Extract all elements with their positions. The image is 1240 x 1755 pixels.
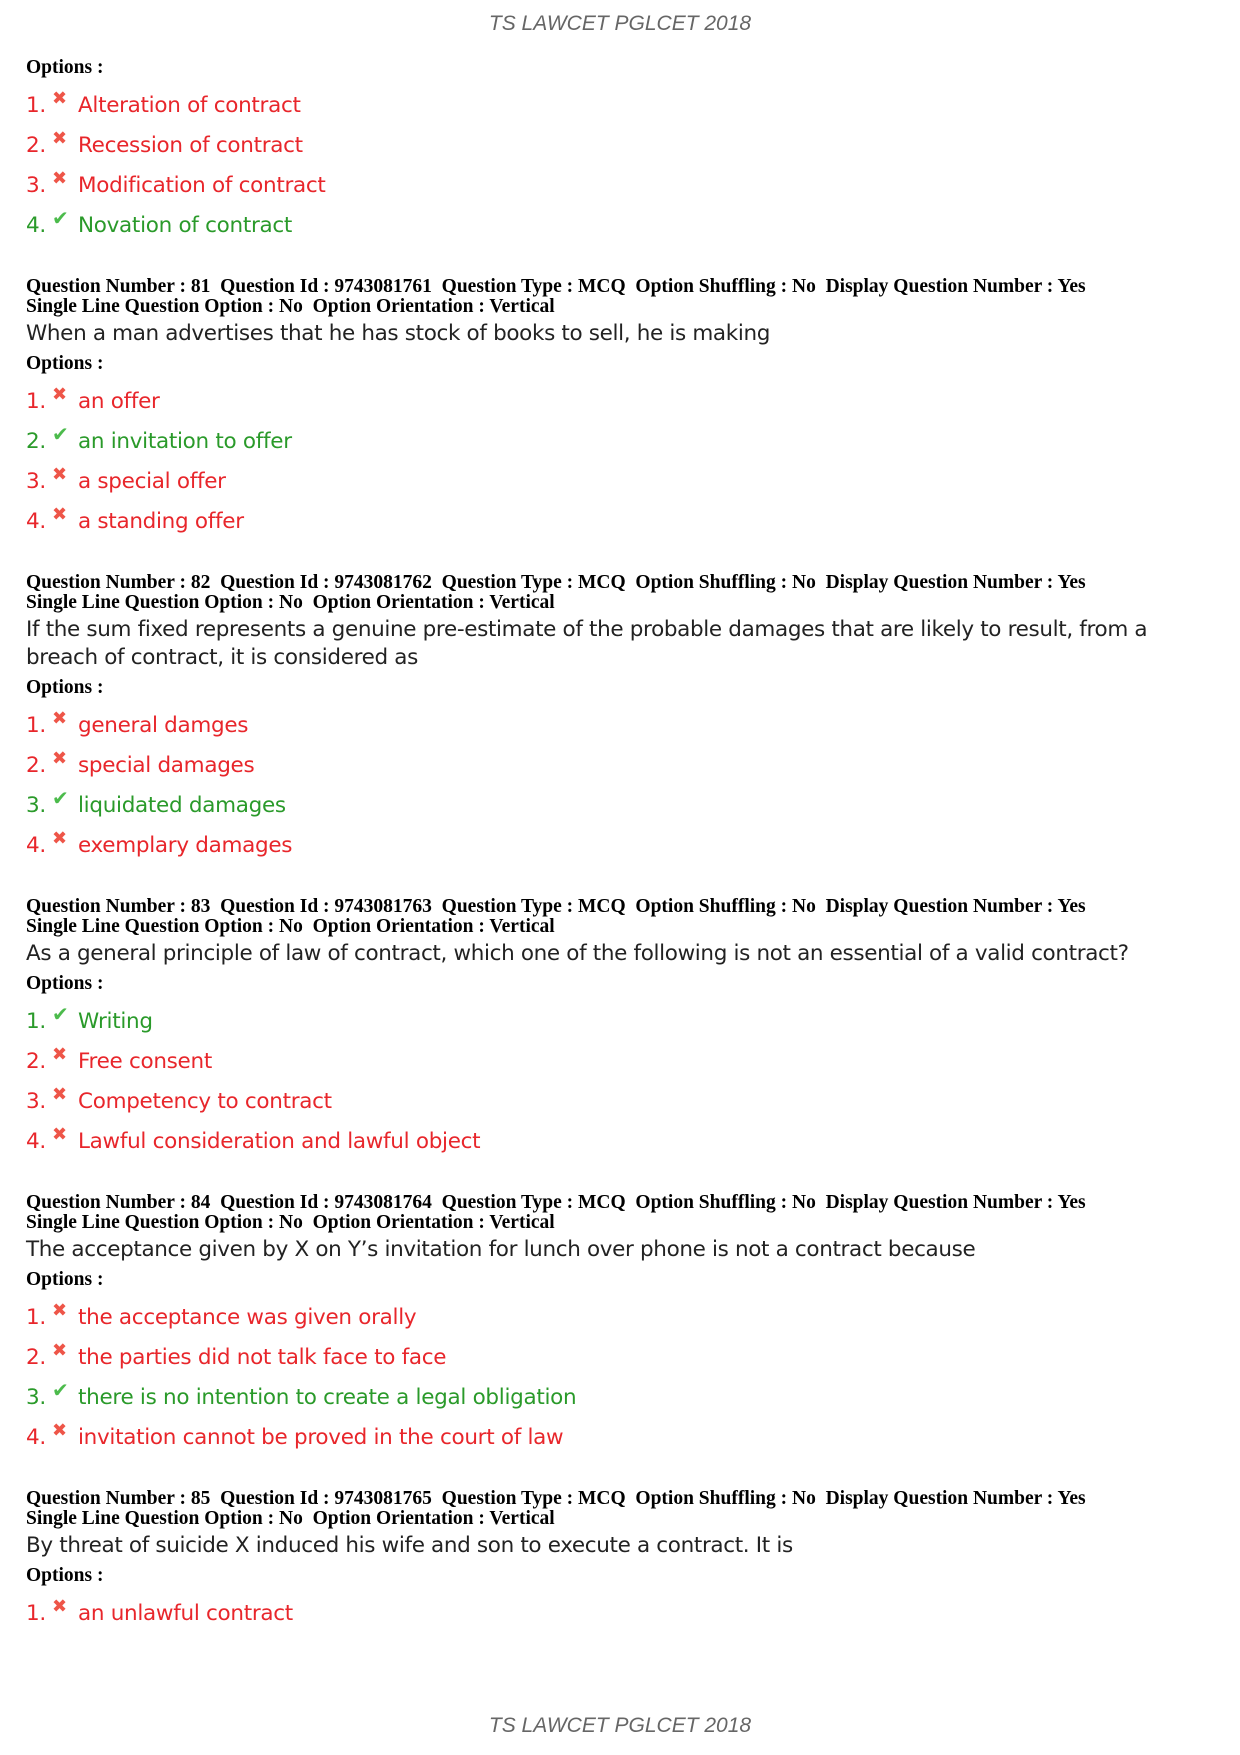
- cross-mark-icon: ✖: [52, 127, 67, 149]
- option-number: 1.: [26, 92, 46, 118]
- question-text: By threat of suicide X induced his wife and son to execute a contract. It is: [26, 1533, 793, 1558]
- options-list: [26, 381, 1216, 541]
- option-number: 2.: [26, 132, 46, 158]
- option-number: 4.: [26, 1424, 46, 1450]
- options-label: Options :: [26, 1565, 104, 1586]
- question-text: The acceptance given by X on Y’s invitation for lunch over phone is not a contract because: [26, 1237, 976, 1262]
- option-item: [26, 825, 1216, 865]
- option-item: [26, 165, 1216, 205]
- option-item: [26, 461, 1216, 501]
- option-number: 4.: [26, 832, 46, 858]
- cross-mark-icon: ✖: [52, 827, 67, 849]
- option-text: a special offer: [78, 468, 226, 494]
- option-number: 1.: [26, 1600, 46, 1626]
- question-block-85: [26, 1489, 1216, 1633]
- page-header: TS LAWCET PGLCET 2018: [488, 12, 752, 35]
- options-list: [26, 1297, 1216, 1457]
- cross-mark-icon: ✖: [52, 1299, 67, 1321]
- page-footer: TS LAWCET PGLCET 2018: [488, 1714, 752, 1737]
- question-block-83: [26, 897, 1216, 1161]
- option-text: general damges: [78, 712, 249, 738]
- option-text: Recession of contract: [78, 132, 303, 158]
- cross-mark-icon: ✖: [52, 1595, 67, 1617]
- question-block-84: [26, 1193, 1216, 1457]
- option-text: an unlawful contract: [78, 1600, 293, 1626]
- option-item: [26, 205, 1216, 245]
- options-list: [26, 705, 1216, 865]
- option-item: [26, 381, 1216, 421]
- cross-mark-icon: ✖: [52, 167, 67, 189]
- option-number: 3.: [26, 1384, 46, 1410]
- cross-mark-icon: ✖: [52, 463, 67, 485]
- option-number: 2.: [26, 1344, 46, 1370]
- options-label: Options :: [26, 1269, 104, 1290]
- option-item: [26, 1297, 1216, 1337]
- option-text: the acceptance was given orally: [78, 1304, 417, 1330]
- option-item: [26, 421, 1216, 461]
- option-item: [26, 705, 1216, 745]
- option-text: Writing: [78, 1008, 153, 1034]
- question-text: If the sum fixed represents a genuine pre-estimate of the probable damages that are likely to result, from a breach of contract, it is considered as: [26, 617, 1148, 670]
- option-text: Novation of contract: [78, 212, 293, 238]
- option-text: invitation cannot be proved in the court of law: [78, 1424, 564, 1450]
- options-list: [26, 1001, 1216, 1161]
- check-mark-icon: ✔: [52, 1002, 69, 1026]
- option-item: [26, 1337, 1216, 1377]
- cross-mark-icon: ✖: [52, 1339, 67, 1361]
- option-text: exemplary damages: [78, 832, 293, 858]
- check-mark-icon: ✔: [52, 786, 69, 810]
- question-meta-line: Question Number : 83 Question Id : 9743081763 Question Type : MCQ Option Shuffling : No Display Question Number : Yes: [26, 896, 1086, 917]
- question-meta-line: Single Line Question Option : No Option Orientation : Vertical: [26, 1508, 555, 1529]
- option-number: 4.: [26, 212, 46, 238]
- option-item: [26, 85, 1216, 125]
- option-text: there is no intention to create a legal obligation: [78, 1384, 577, 1410]
- option-item: [26, 1081, 1216, 1121]
- option-text: the parties did not talk face to face: [78, 1344, 447, 1370]
- option-item: [26, 745, 1216, 785]
- option-text: an offer: [78, 388, 160, 414]
- question-meta-line: Single Line Question Option : No Option Orientation : Vertical: [26, 296, 555, 317]
- question-block-81: [26, 277, 1216, 541]
- option-item: [26, 125, 1216, 165]
- option-number: 1.: [26, 712, 46, 738]
- options-label: Options :: [26, 57, 104, 78]
- cross-mark-icon: ✖: [52, 1043, 67, 1065]
- option-text: Lawful consideration and lawful object: [78, 1128, 481, 1154]
- question-text: When a man advertises that he has stock of books to sell, he is making: [26, 321, 771, 346]
- option-number: 2.: [26, 428, 46, 454]
- check-mark-icon: ✔: [52, 1378, 69, 1402]
- question-block-82: [26, 573, 1216, 865]
- cross-mark-icon: ✖: [52, 503, 67, 525]
- option-text: Modification of contract: [78, 172, 326, 198]
- question-meta-line: Question Number : 85 Question Id : 9743081765 Question Type : MCQ Option Shuffling : No Display Question Number : Yes: [26, 1488, 1086, 1509]
- option-text: Competency to contract: [78, 1088, 332, 1114]
- question-meta-line: Question Number : 82 Question Id : 9743081762 Question Type : MCQ Option Shuffling : No Display Question Number : Yes: [26, 572, 1086, 593]
- check-mark-icon: ✔: [52, 206, 69, 230]
- option-number: 1.: [26, 1008, 46, 1034]
- cross-mark-icon: ✖: [52, 383, 67, 405]
- question-text: As a general principle of law of contract, which one of the following is not an essential of a valid contract?: [26, 941, 1129, 966]
- options-label: Options :: [26, 973, 104, 994]
- option-number: 2.: [26, 752, 46, 778]
- option-item: [26, 1417, 1216, 1457]
- option-text: special damages: [78, 752, 255, 778]
- option-number: 3.: [26, 468, 46, 494]
- option-number: 1.: [26, 388, 46, 414]
- option-item: [26, 1001, 1216, 1041]
- option-item: [26, 1041, 1216, 1081]
- option-text: liquidated damages: [78, 792, 286, 818]
- option-number: 2.: [26, 1048, 46, 1074]
- option-number: 4.: [26, 1128, 46, 1154]
- question-paper-content: [26, 56, 1216, 1633]
- cross-mark-icon: ✖: [52, 1083, 67, 1105]
- options-label: Options :: [26, 353, 104, 374]
- option-text: a standing offer: [78, 508, 244, 534]
- question-meta-line: Single Line Question Option : No Option Orientation : Vertical: [26, 592, 555, 613]
- option-item: [26, 1377, 1216, 1417]
- option-number: 3.: [26, 792, 46, 818]
- option-number: 3.: [26, 172, 46, 198]
- option-number: 1.: [26, 1304, 46, 1330]
- cross-mark-icon: ✖: [52, 1419, 67, 1441]
- check-mark-icon: ✔: [52, 422, 69, 446]
- option-item: [26, 501, 1216, 541]
- question-meta-line: Question Number : 84 Question Id : 9743081764 Question Type : MCQ Option Shuffling : No Display Question Number : Yes: [26, 1192, 1086, 1213]
- question-meta-line: Single Line Question Option : No Option Orientation : Vertical: [26, 1212, 555, 1233]
- option-text: Alteration of contract: [78, 92, 301, 118]
- options-list: [26, 85, 1216, 245]
- cross-mark-icon: ✖: [52, 1123, 67, 1145]
- question-meta-line: Question Number : 81 Question Id : 9743081761 Question Type : MCQ Option Shuffling : No Display Question Number : Yes: [26, 276, 1086, 297]
- option-item: [26, 1121, 1216, 1161]
- option-text: Free consent: [78, 1048, 212, 1074]
- option-item: [26, 1593, 1216, 1633]
- cross-mark-icon: ✖: [52, 707, 67, 729]
- question-meta-line: Single Line Question Option : No Option Orientation : Vertical: [26, 916, 555, 937]
- cross-mark-icon: ✖: [52, 747, 67, 769]
- cross-mark-icon: ✖: [52, 87, 67, 109]
- options-label: Options :: [26, 677, 104, 698]
- option-item: [26, 785, 1216, 825]
- option-number: 3.: [26, 1088, 46, 1114]
- option-number: 4.: [26, 508, 46, 534]
- options-list: [26, 1593, 1216, 1633]
- option-text: an invitation to offer: [78, 428, 292, 454]
- question-block-80-options: [26, 56, 1216, 245]
